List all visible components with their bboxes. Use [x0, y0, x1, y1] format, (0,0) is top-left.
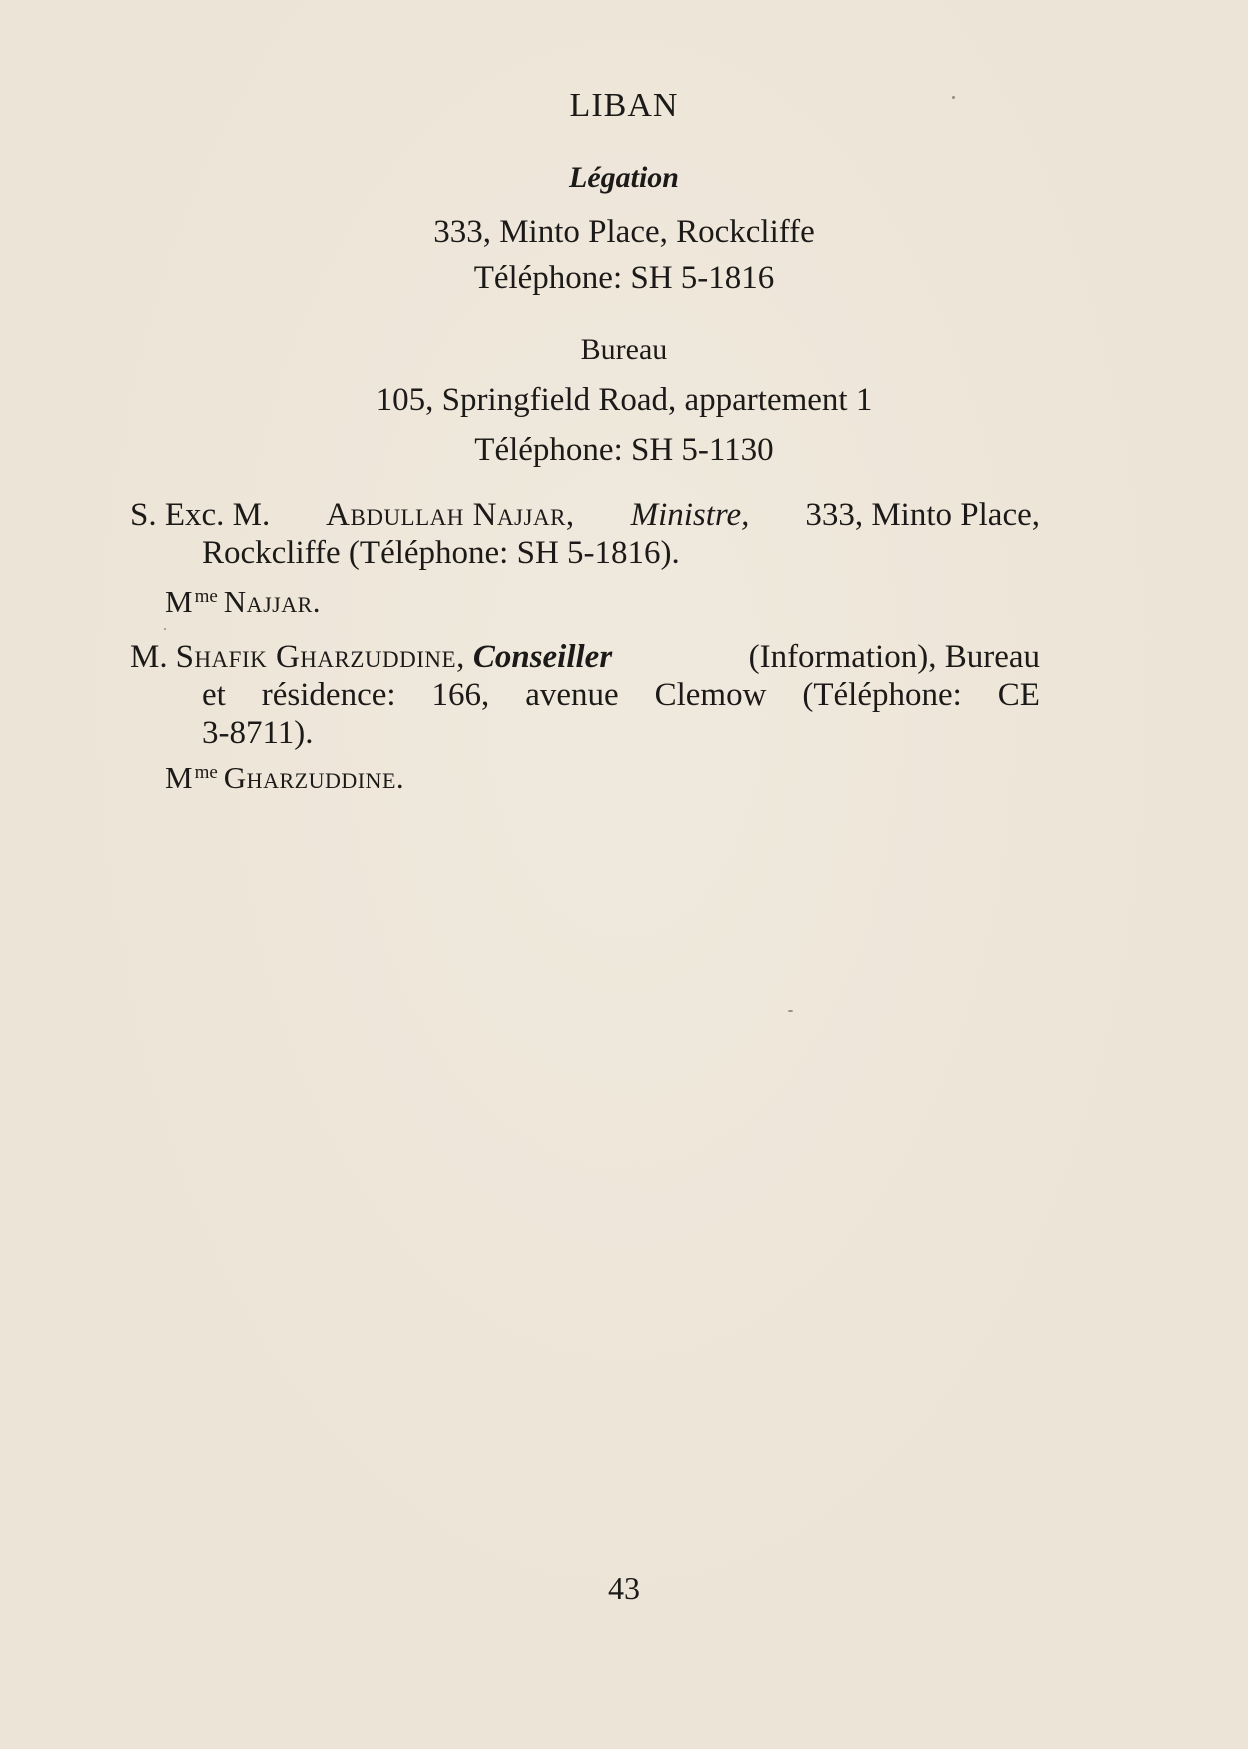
paper-speck: [788, 1010, 793, 1012]
spouse-prefix-superscript: me: [194, 762, 218, 783]
spouse-name: Gharzuddine.: [223, 760, 405, 795]
paper-speck: [952, 96, 955, 99]
entry-details-continued: [130, 676, 1040, 714]
page-number: 43: [608, 1570, 640, 1606]
spouse-entry: [165, 754, 404, 797]
entry-line: [130, 496, 1040, 534]
directory-entry: [130, 638, 1040, 752]
spouse-prefix-superscript: me: [194, 586, 218, 607]
bureau-address: 105, Springfield Road, appartement 1: [375, 382, 873, 418]
entry-name: Shafik Gharzuddine,: [175, 639, 465, 675]
spouse-entry: [165, 578, 321, 621]
entry-word: Clemow: [654, 677, 767, 713]
spouse-prefix: M: [165, 584, 193, 619]
entry-word: CE: [997, 677, 1040, 713]
section-heading: Légation: [569, 161, 679, 194]
spouse-prefix: M: [165, 760, 193, 795]
entry-details-continued: Rockcliffe (Téléphone: SH 5-1816).: [202, 535, 680, 571]
legation-address: 333, Minto Place, Rockcliffe: [433, 214, 815, 250]
bureau-telephone: Téléphone: SH 5-1130: [474, 432, 774, 468]
entry-title: Ministre,: [630, 497, 750, 533]
entry-word: résidence:: [261, 677, 396, 713]
entry-name: Abdullah Najjar,: [326, 497, 575, 533]
spouse-name: Najjar.: [223, 584, 322, 619]
entry-title: Conseiller: [472, 639, 613, 675]
entry-details: 333, Minto Place,: [805, 497, 1040, 533]
entry-head: [130, 638, 612, 676]
entry-details-continued: 3-8711).: [202, 715, 314, 751]
legation-telephone: Téléphone: SH 5-1816: [473, 260, 775, 296]
directory-entry: [130, 496, 1040, 572]
entry-word: et: [202, 677, 226, 713]
entry-word: avenue: [525, 677, 619, 713]
entry-prefix: M.: [130, 639, 168, 675]
entry-line: [130, 638, 1040, 676]
entry-word: 166,: [431, 677, 490, 713]
paper-speck: [164, 628, 166, 630]
entry-prefix: S. Exc. M.: [130, 497, 271, 533]
country-heading: LIBAN: [569, 87, 679, 124]
entry-details: (Information), Bureau: [748, 639, 1040, 675]
entry-word: (Téléphone:: [802, 677, 962, 713]
bureau-label: Bureau: [580, 333, 668, 366]
